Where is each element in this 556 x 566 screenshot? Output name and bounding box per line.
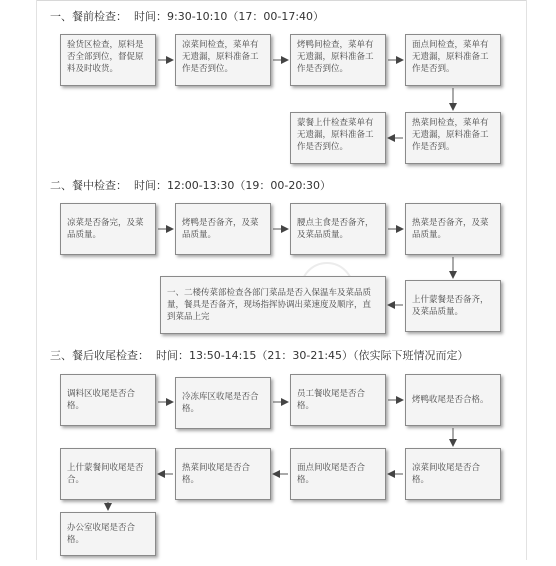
flow-box-pastry-check: 面点间检查，菜单有无遗漏，原料准备工作是否到。 (405, 34, 501, 86)
section-2-title: 二、餐中检查： (50, 179, 127, 192)
flow-box-serving-check: 一、二楼传菜部检查各部门菜品是否入保温车及菜品质量，餐具是否备齐，现场指挥协调出菜速度及顺序，直到菜品上完 (160, 276, 386, 334)
flow-box-cold-dish-ready: 凉菜是否备完，及菜品质量。 (60, 203, 156, 255)
flow-box-mongolian-check: 蒙餐上什检查菜单有无遗漏，原料准备工作是否到位。 (290, 112, 386, 164)
flow-box-hot-dish-ready: 热菜是否备齐，及菜品质量。 (405, 203, 501, 255)
flow-box-mongolian-close: 上什蒙餐间收尾是否合。 (60, 448, 156, 500)
section-3-time: 时间：13:50-14:15（21：30-21:45）（依实际下班情况而定） (156, 349, 469, 362)
flow-box-roast-duck-close: 烤鸭收尾是否合格。 (405, 374, 501, 426)
flow-box-cold-dish-check: 凉菜间检查，菜单有无遗漏，原料准备工作是否到位。 (175, 34, 271, 86)
flow-box-seasoning-close: 调料区收尾是否合格。 (60, 374, 156, 426)
flow-box-staff-meal-close: 员工餐收尾是否合格。 (290, 374, 386, 426)
flow-box-pastry-close: 面点间收尾是否合格。 (290, 448, 386, 500)
flow-box-roast-duck-ready: 烤鸭是否备齐，及菜品质量。 (175, 203, 271, 255)
flow-box-mongolian-ready: 上什蒙餐是否备齐，及菜品质量。 (405, 280, 501, 332)
flow-box-hot-dish-close: 热菜间收尾是否合格。 (175, 448, 271, 500)
flow-box-cold-dish-close: 凉菜间收尾是否合格。 (405, 448, 501, 500)
flow-box-roast-duck-check: 烤鸭间检查，菜单有无遗漏，原料准备工作是否到位。 (290, 34, 386, 86)
flow-box-freezer-close: 冷冻库区收尾是否合格。 (175, 377, 271, 429)
section-1-title: 一、餐前检查： (50, 10, 127, 23)
flow-box-receiving-check: 验货区检查，原料是否全部到位，督促原料及时收货。 (60, 34, 156, 86)
section-3-title: 三、餐后收尾检查： (50, 349, 149, 362)
section-1-time: 时间：9:30-10:10（17：00-17:40） (134, 10, 325, 23)
flow-box-office-close: 办公室收尾是否合格。 (60, 512, 156, 556)
flow-box-hot-dish-check: 热菜间检查，菜单有无遗漏，原料准备工作是否到。 (405, 112, 501, 164)
section-2-time: 时间：12:00-13:30（19：00-20:30） (134, 179, 332, 192)
flow-box-pastry-ready: 腰点主食是否备齐，及菜品质量。 (290, 203, 386, 255)
